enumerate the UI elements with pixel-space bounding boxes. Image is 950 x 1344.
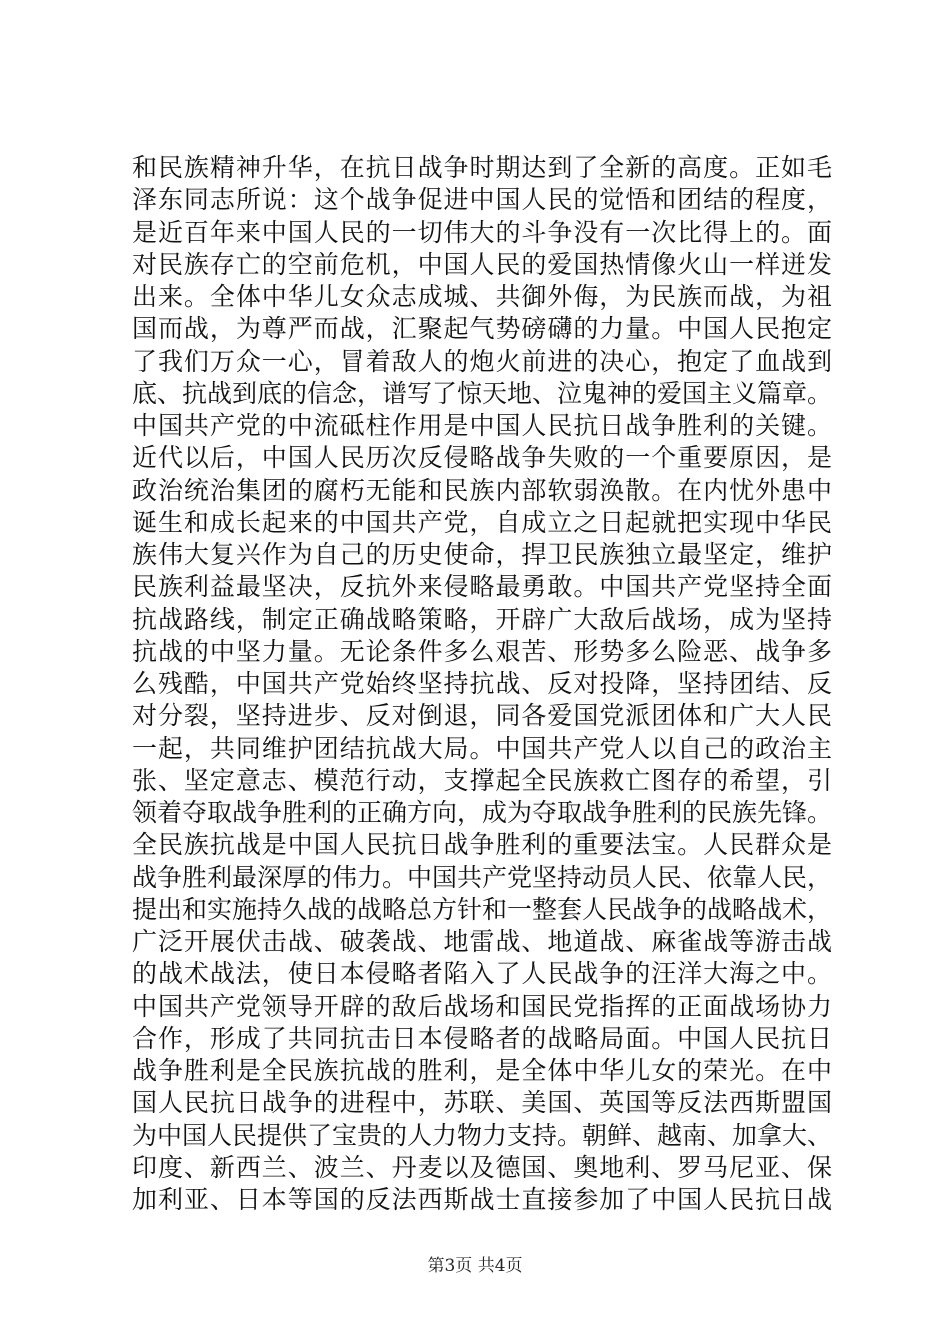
text-line: 了我们万众一心，冒着敌人的炮火前进的决心，抱定了血战到 — [132, 346, 832, 376]
text-line: 领着夺取战争胜利的正确方向，成为夺取战争胜利的民族先锋。 — [132, 798, 833, 827]
text-line: 中国共产党领导开辟的敌后战场和国民党指挥的正面战场协力 — [132, 991, 832, 1021]
text-line: 对分裂，坚持进步、反对倒退，同各爱国党派团体和广大人民 — [132, 701, 832, 731]
text-line: 广泛开展伏击战、破袭战、地雷战、地道战、麻雀战等游击战 — [132, 927, 832, 956]
text-line: 为中国人民提供了宝贵的人力物力支持。朝鲜、越南、加拿大、 — [132, 1120, 833, 1150]
text-line: 国人民抗日战争的进程中，苏联、美国、英国等反法西斯盟国 — [132, 1088, 832, 1118]
text-line: 抗战的中坚力量。无论条件多么艰苦、形势多么险恶、战争多 — [132, 636, 832, 666]
text-line: 是近百年来中国人民的一切伟大的斗争没有一次比得上的。面 — [132, 217, 832, 247]
text-line: 和民族精神升华，在抗日战争时期达到了全新的高度。正如毛 — [132, 153, 832, 182]
text-line: 族伟大复兴作为自己的历史使命，捍卫民族独立最坚定，维护 — [132, 540, 832, 569]
text-line: 泽东同志所说：这个战争促进中国人民的觉悟和团结的程度， — [132, 185, 832, 215]
text-line: 提出和实施持久战的战略总方针和一整套人民战争的战略战术， — [132, 894, 833, 924]
text-line: 民族利益最坚决，反抗外来侵略最勇敢。中国共产党坚持全面 — [132, 572, 832, 602]
text-line: 政治统治集团的腐朽无能和民族内部软弱涣散。在内忧外患中 — [132, 475, 832, 505]
text-line: 战争胜利是全民族抗战的胜利，是全体中华儿女的荣光。在中 — [132, 1056, 832, 1085]
text-line: 合作，形成了共同抗击日本侵略者的战略局面。中国人民抗日 — [132, 1023, 832, 1053]
text-line: 的战术战法，使日本侵略者陷入了人民战争的汪洋大海之中。 — [132, 959, 832, 989]
text-line: 战争胜利最深厚的伟力。中国共产党坚持动员人民、依靠人民， — [132, 862, 833, 892]
text-line: 底、抗战到底的信念，谱写了惊天地、泣鬼神的爱国主义篇章。 — [132, 378, 833, 408]
text-line: 么残酷，中国共产党始终坚持抗战、反对投降，坚持团结、反 — [132, 669, 832, 698]
text-line: 加利亚、日本等国的反法西斯战士直接参加了中国人民抗日战 — [132, 1185, 832, 1214]
page-footer: 第3页 共4页 — [427, 1256, 523, 1276]
text-line: 全民族抗战是中国人民抗日战争胜利的重要法宝。人民群众是 — [132, 830, 832, 860]
text-line: 张、坚定意志、模范行动，支撑起全民族救亡图存的希望，引 — [132, 765, 832, 795]
text-line: 近代以后，中国人民历次反侵略战争失败的一个重要原因，是 — [132, 443, 832, 473]
text-line: 诞生和成长起来的中国共产党，自成立之日起就把实现中华民 — [132, 507, 832, 537]
text-line: 抗战路线，制定正确战略策略，开辟广大敌后战场，成为坚持 — [132, 604, 832, 634]
body-text — [132, 152, 832, 1216]
text-line: 一起，共同维护团结抗战大局。中国共产党人以自己的政治主 — [132, 733, 832, 763]
text-line: 国而战，为尊严而战，汇聚起气势磅礴的力量。中国人民抱定 — [132, 314, 832, 344]
text-line: 对民族存亡的空前危机，中国人民的爱国热情像火山一样迸发 — [132, 249, 832, 279]
text-line: 出来。全体中华儿女众志成城、共御外侮，为民族而战，为祖 — [132, 282, 832, 311]
text-line: 中国共产党的中流砥柱作用是中国人民抗日战争胜利的关键。 — [132, 411, 832, 440]
text-line: 印度、新西兰、波兰、丹麦以及德国、奥地利、罗马尼亚、保 — [132, 1152, 832, 1182]
